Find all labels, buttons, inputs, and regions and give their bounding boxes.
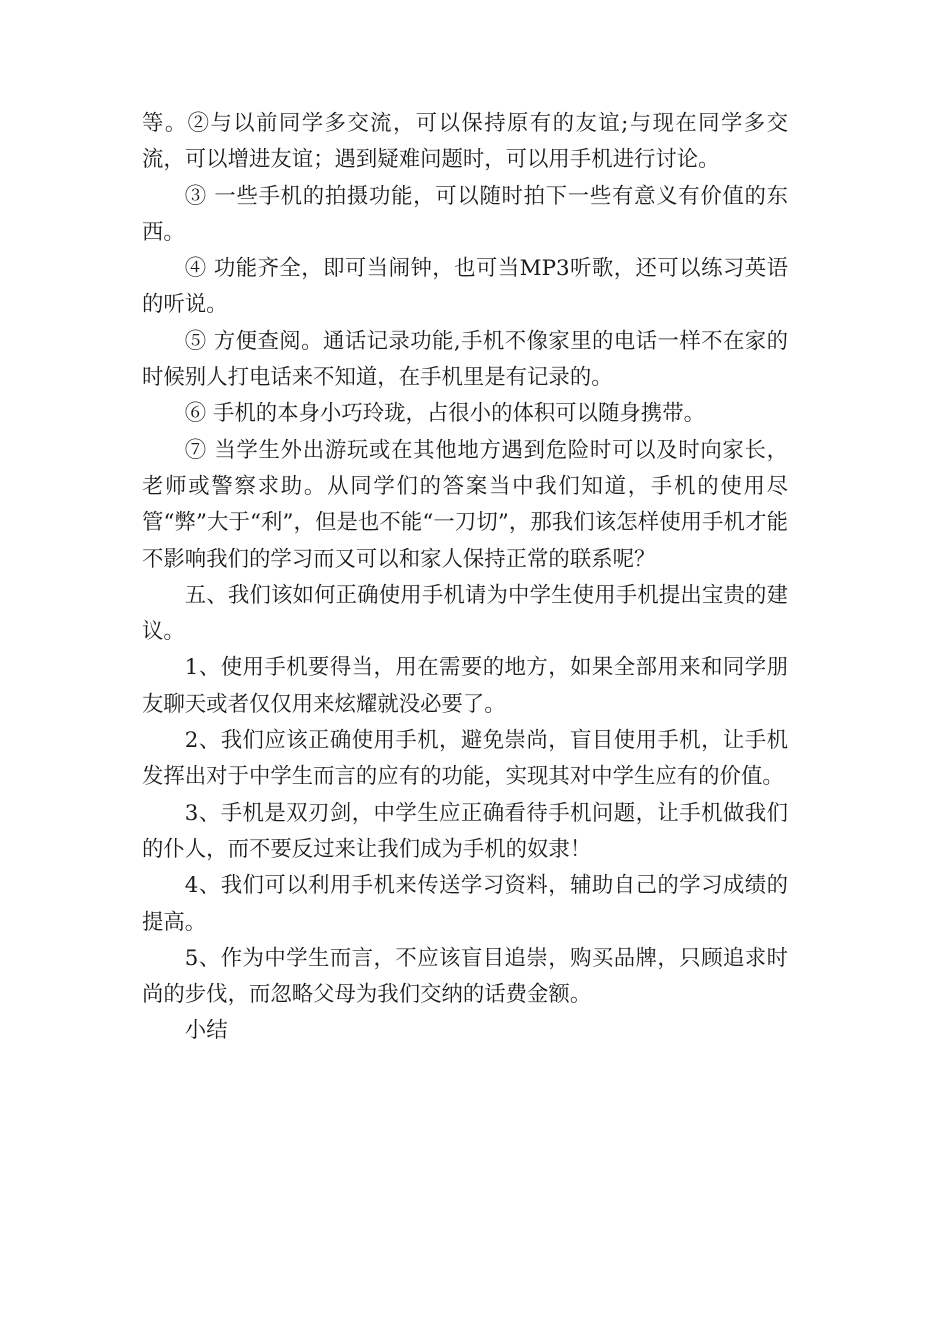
suggestion-4: 4、我们可以利用手机来传送学习资料，辅助自己的学习成绩的提高。 [142, 873, 788, 935]
suggestion-3: 3、手机是双刃剑，中学生应正确看待手机问题，让手机做我们的仆人，而不要反过来让我们成为手机的奴隶！ [142, 800, 788, 862]
section-heading-five: 五、我们该如何正确使用手机请为中学生使用手机提出宝贵的建议。 [142, 582, 788, 645]
suggestion-1: 1、使用手机要得当，用在需要的地方，如果全部用来和同学朋友聊天或者仅仅用来炫耀就没必要了。 [142, 655, 788, 717]
document-body [142, 106, 788, 1050]
paragraph-item-6: ⑥ 手机的本身小巧玲珑，占很小的体积可以随身携带。 [184, 401, 705, 427]
summary-heading: 小结 [184, 1018, 228, 1044]
suggestion-5: 5、作为中学生而言，不应该盲目追崇，购买品牌，只顾追求时尚的步伐，而忽略父母为我们交纳的话费金额。 [142, 945, 788, 1008]
paragraph-item-7: ⑦ 当学生外出游玩或在其他地方遇到危险时可以及时向家长，老师或警察求助。从同学们的答案当中我们知道，手机的使用尽管“弊”大于“利”，但是也不能“一刀切”，那我们该怎样使用手机才能不影响我们的学习而又可以和家人保持正常的联系呢？ [142, 437, 788, 572]
paragraph-item-5: ⑤ 方便查阅。通话记录功能,手机不像家里的电话一样不在家的时候别人打电话来不知道，在手机里是有记录的。 [142, 328, 788, 391]
paragraph-item-4: ④ 功能齐全，即可当闹钟，也可当MP3听歌，还可以练习英语的听说。 [142, 256, 788, 318]
paragraph-continuation: 等。②与以前同学多交流，可以保持原有的友谊;与现在同学多交流，可以增进友谊；遇到疑难问题时，可以用手机进行讨论。 [142, 111, 788, 173]
paragraph-item-3: ③ 一些手机的拍摄功能，可以随时拍下一些有意义有价值的东西。 [142, 183, 788, 245]
suggestion-2: 2、我们应该正确使用手机，避免崇尚，盲目使用手机，让手机发挥出对于中学生而言的应有的功能，实现其对中学生应有的价值。 [142, 728, 788, 790]
